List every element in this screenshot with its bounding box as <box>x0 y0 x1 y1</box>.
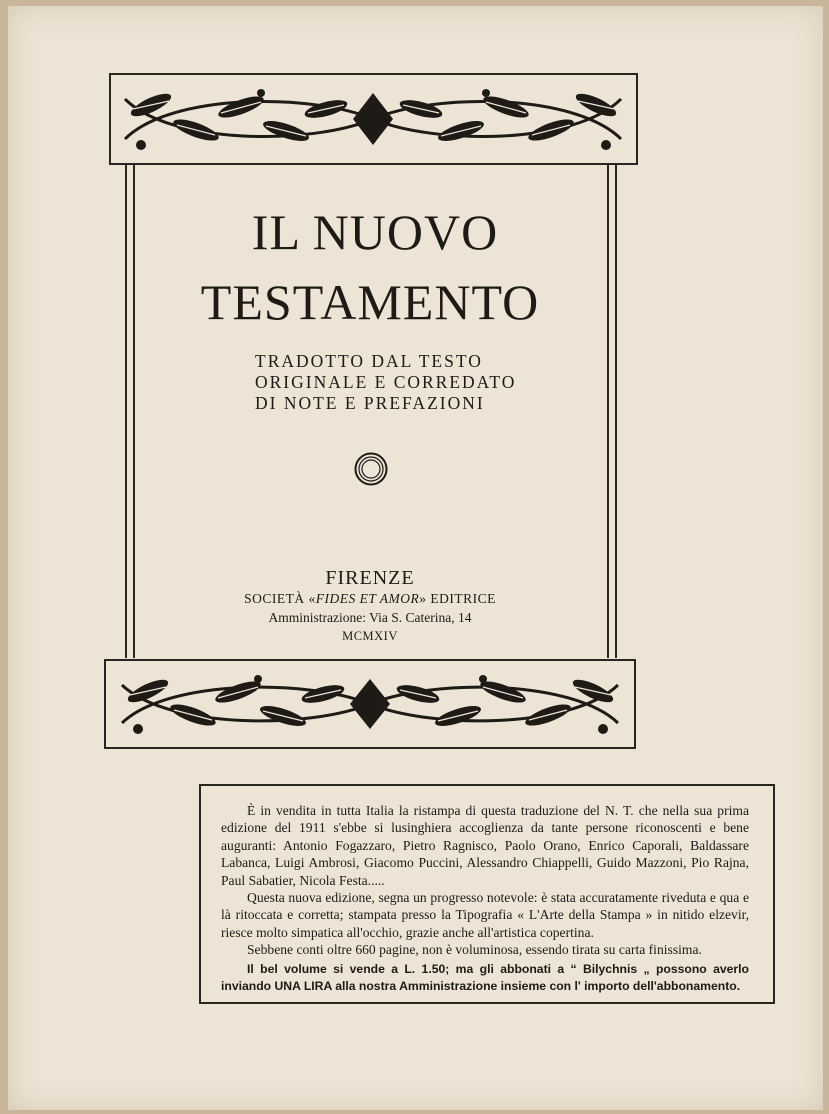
subtitle-line-3: DI NOTE E PREFAZIONI <box>255 393 485 413</box>
bottom-ornament-band <box>104 659 636 749</box>
notice-paragraph-2: Questa nuova edizione, segna un progresso notevole: è stata accuratamente riveduta e qua e là ritoccata e corretta; stampata presso la Tipografia « L'Arte della Stampa » in nitido elzevir, riesce molto simpatica all'occhio, grazie anche all'artistica copertina. <box>221 890 749 940</box>
publisher-address: Amministrazione: Via S. Caterina, 14 <box>268 610 472 625</box>
notice-paragraph-1: È in vendita in tutta Italia la ristampa di questa traduzione del N. T. che nella sua prima edizione del 1911 s'ebbe si lusinghiera accoglienza da tante persone riconoscenti e bene auguranti: Antonio Fogazzaro, Pietro Ragnisco, Paolo Orano, Enrico Caporali, Baldassare Labanca, Luigi Ambrosi, Giacomo Puccini, Alessandro Chiappelli, Guido Mazzoni, Pio Rajna, Paul Sabatier, Nicola Festa..... <box>221 803 749 888</box>
publisher-society <box>200 591 540 607</box>
right-frame-rule <box>615 165 617 658</box>
concentric-circles-icon <box>354 452 388 486</box>
subtitle-line-1: TRADOTTO DAL TESTO <box>255 351 483 371</box>
subtitle <box>255 351 585 414</box>
notice-paragraph-4: Il bel volume si vende a L. 1.50; ma gli abbonati a “ Bilychnis „ possono averlo inviando UNA LIRA alla nostra Amministrazione insieme con l' importo dell'abbonamento. <box>221 961 749 993</box>
publisher-year: MCMXIV <box>342 629 398 643</box>
publisher-city: FIRENZE <box>325 567 415 589</box>
subtitle-line-2: ORIGINALE E CORREDATO <box>255 372 517 392</box>
advertisement-notice <box>199 784 775 1004</box>
notice-paragraph-3: Sebbene conti oltre 660 pagine, non è voluminosa, essendo tirata su carta finissima. <box>247 942 702 958</box>
laurel-garland-top-icon <box>111 75 636 163</box>
top-ornament-band <box>109 73 638 165</box>
title-line-2: TESTAMENTO <box>200 274 540 330</box>
left-frame-rule-inner <box>133 165 135 658</box>
title-line-1: IL NUOVO <box>251 204 499 260</box>
society-name: FIDES ET AMOR <box>315 591 420 606</box>
left-frame-rule <box>125 165 127 658</box>
society-suffix: » EDITRICE <box>419 591 496 606</box>
laurel-garland-bottom-icon <box>106 661 634 747</box>
society-prefix: SOCIETÀ « <box>244 591 316 606</box>
